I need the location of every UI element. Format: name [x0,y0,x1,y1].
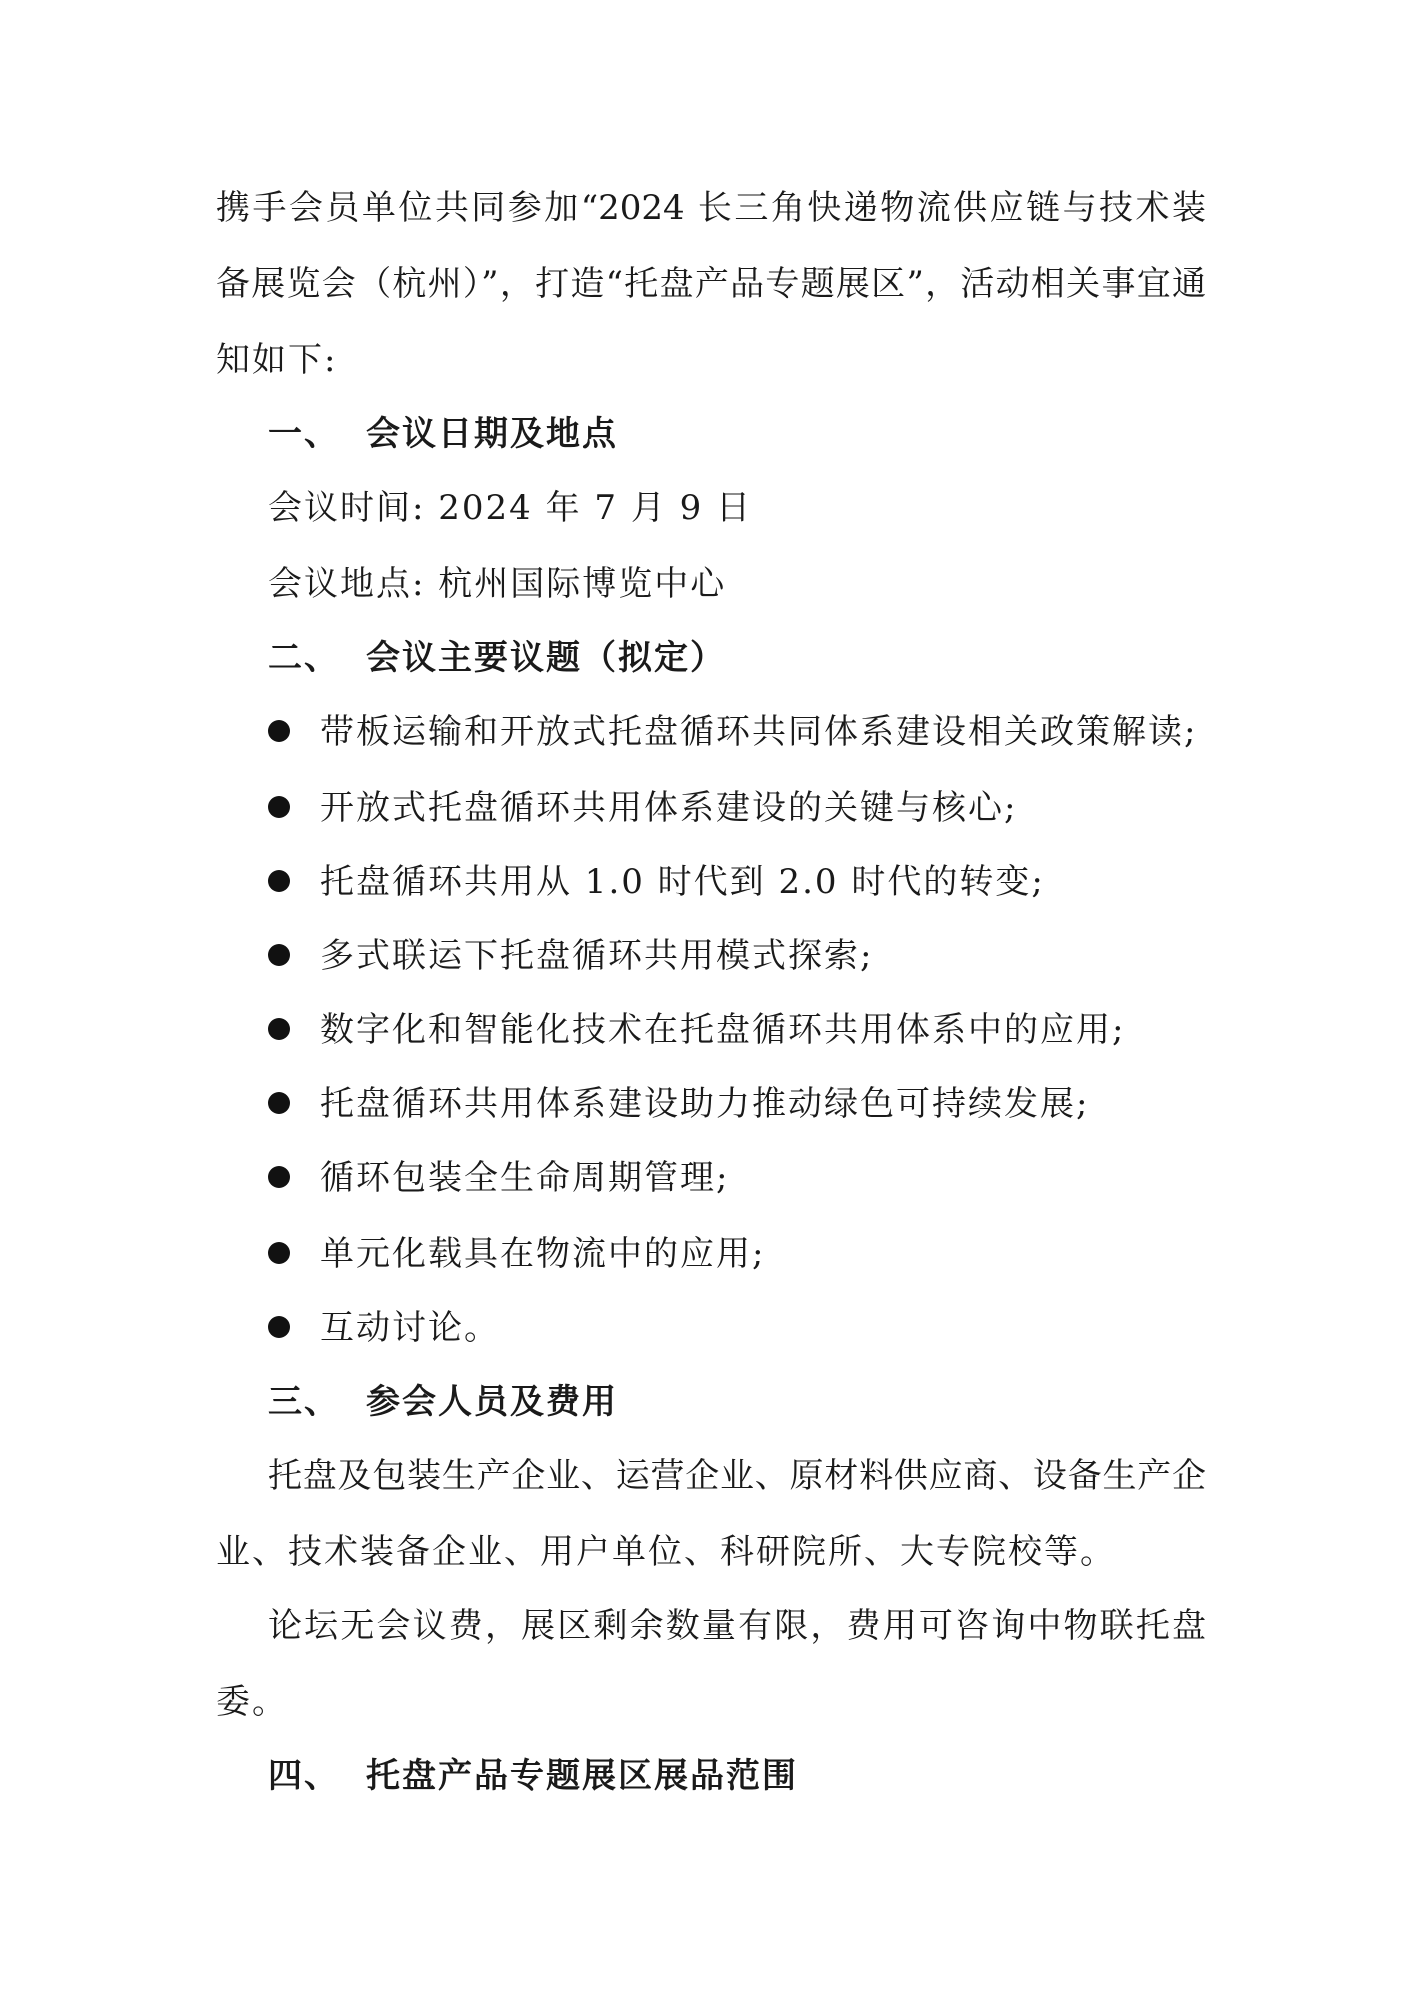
topic-text: 单元化载具在物流中的应用; [320,1234,766,1274]
section-2-title: 会议主要议题（拟定） [366,638,726,678]
meeting-place: 会议地点: 杭州国际博览中心 [268,564,727,604]
topic-text: 开放式托盘循环共用体系建设的关键与核心; [320,788,1018,828]
bullet-icon [268,1018,290,1040]
meeting-time: 会议时间: 2024 年 7 月 9 日 [268,488,753,528]
section-4-heading [268,1754,798,1798]
bullet-icon [268,796,290,818]
topic-item [268,1082,1089,1126]
topic-item [268,710,1197,754]
topic-item [268,1306,500,1350]
topic-item [268,786,1017,830]
bullet-icon [268,1092,290,1114]
section-3-heading [268,1380,618,1424]
section-4-number: 四、 [268,1756,340,1796]
bullet-icon [268,1166,290,1188]
bullet-icon [268,944,290,966]
section-2-heading [268,636,726,680]
bullet-icon [268,1242,290,1264]
topic-text: 数字化和智能化技术在托盘循环共用体系中的应用; [320,1010,1126,1050]
intro-line-2: 备展览会（杭州）”，打造“托盘产品专题展区”，活动相关事宜通 [216,264,1206,304]
topic-item [268,1232,765,1276]
topic-text: 托盘循环共用从 1.0 时代到 2.0 时代的转变; [320,862,1045,902]
topic-item [268,934,873,978]
topic-item [268,1156,729,1200]
section-1-number: 一、 [268,414,340,454]
attendees-line-1: 托盘及包装生产企业、运营企业、原材料供应商、设备生产企 [268,1456,1206,1496]
intro-line-1: 携手会员单位共同参加“2024 长三角快递物流供应链与技术装 [216,188,1206,228]
section-3-title: 参会人员及费用 [366,1382,618,1422]
fee-line-2: 委。 [216,1682,288,1722]
bullet-icon [268,1316,290,1338]
section-2-number: 二、 [268,638,340,678]
section-1-heading [268,412,618,456]
bullet-icon [268,870,290,892]
bullet-icon [268,720,290,742]
fee-line-1: 论坛无会议费，展区剩余数量有限，费用可咨询中物联托盘 [268,1606,1206,1646]
topic-item [268,1008,1125,1052]
intro-line-3: 知如下: [216,340,338,380]
topic-text: 循环包装全生命周期管理; [320,1158,730,1198]
topic-item [268,860,1045,904]
topic-text: 互动讨论。 [320,1308,500,1348]
topic-text: 带板运输和开放式托盘循环共同体系建设相关政策解读; [320,712,1198,752]
topic-text: 托盘循环共用体系建设助力推动绿色可持续发展; [320,1084,1090,1124]
section-3-number: 三、 [268,1382,340,1422]
section-1-title: 会议日期及地点 [366,414,618,454]
topic-text: 多式联运下托盘循环共用模式探索; [320,936,874,976]
section-4-title: 托盘产品专题展区展品范围 [366,1756,798,1796]
attendees-line-2: 业、技术装备企业、用户单位、科研院所、大专院校等。 [216,1532,1116,1572]
